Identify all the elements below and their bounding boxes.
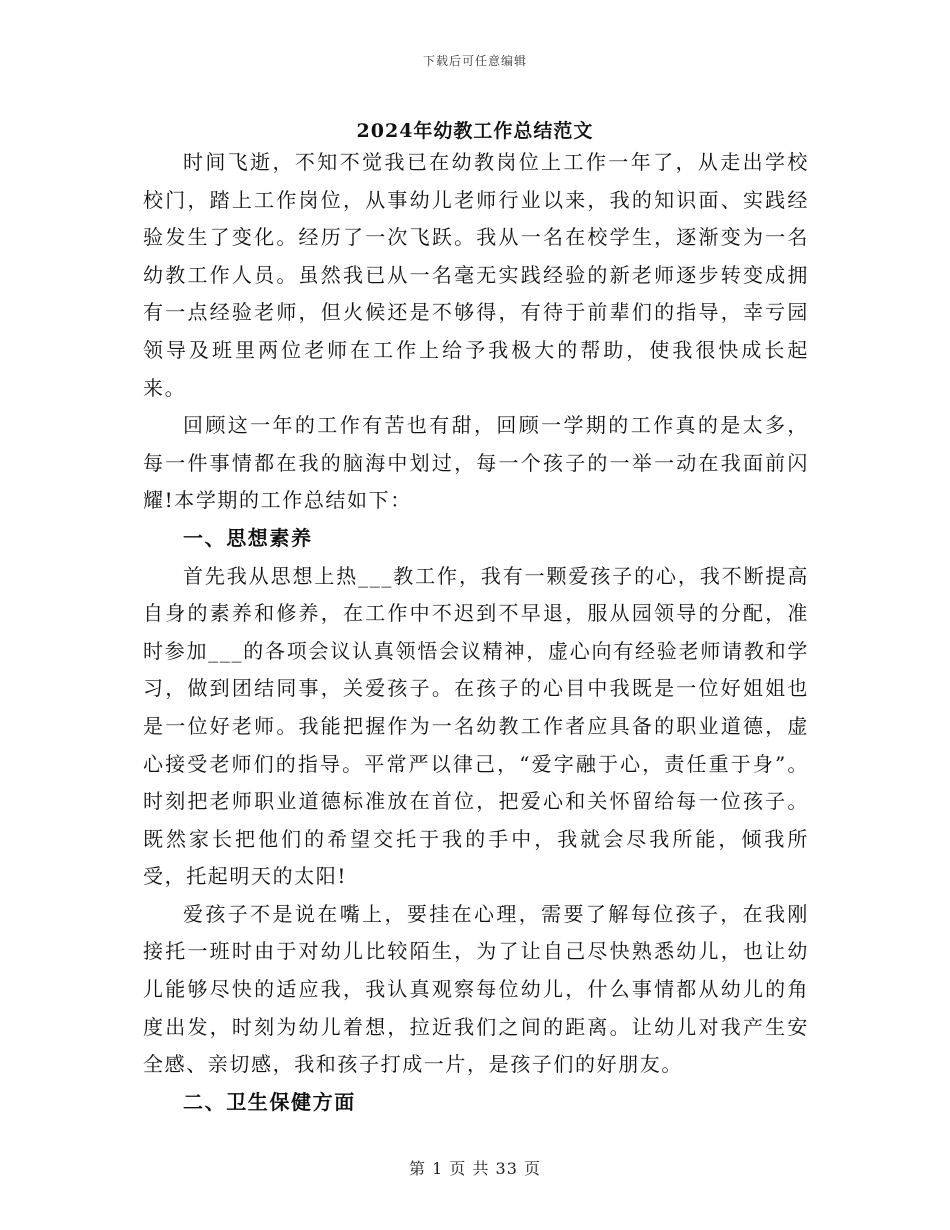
section-heading-hygiene: 二、卫生保健方面 xyxy=(183,1089,356,1114)
paragraph-review: 回顾这一年的工作有苦也有甜，回顾一学期的工作真的是太多，每一件事情都在我的脑海中划过，每一个孩子的一举一动在我面前闪耀!本学期的工作总结如下： xyxy=(143,413,809,513)
header-note: 下载后可任意编辑 xyxy=(422,54,527,68)
section-heading-ideology: 一、思想素养 xyxy=(183,525,313,550)
paragraph-intro: 时间飞逝，不知不觉我已在幼教岗位上工作一年了，从走出学校校门，踏上工作岗位，从事幼儿老师行业以来，我的知识面、实践经验发生了变化。经历了一次飞跃。我从一名在校学生，逐渐变为一名幼教工作人员。虽然我已从一名毫无实践经验的新老师逐步转变成拥有一点经验老师，但火候还是不够得，有待于前辈们的指导，幸亏园领导及班里两位老师在工作上给予我极大的帮助，使我很快成长起来。 xyxy=(143,150,809,400)
paragraph-ideology-2: 爱孩子不是说在嘴上，要挂在心理，需要了解每位孩子，在我刚接托一班时由于对幼儿比较陌生，为了让自己尽快熟悉幼儿，也让幼儿能够尽快的适应我，我认真观察每位幼儿，什么事情都从幼儿的角度出发，时刻为幼儿着想，拉近我们之间的距离。让幼儿对我产生安全感、亲切感，我和孩子打成一片，是孩子们的好朋友。 xyxy=(143,901,809,1077)
document-title: 2024年幼教工作总结范文 xyxy=(356,120,594,142)
document-body xyxy=(143,144,809,1121)
page-indicator: 第 1 页 共 33 页 xyxy=(409,1159,541,1178)
paragraph-ideology-1: 首先我从思想上热___教工作，我有一颗爱孩子的心，我不断提高自身的素养和修养，在工作中不迟到不早退，服从园领导的分配，准时参加___的各项会议认真领悟会议精神，虚心向有经验老师请教和学习，做到团结同事，关爱孩子。在孩子的心目中我既是一位好姐姐也是一位好老师。我能把握作为一名幼教工作者应具备的职业道德，虚心接受老师们的指导。平常严以律己，“爱字融于心，责任重于身”。时刻把老师职业道德标准放在首位，把爱心和关怀留给每一位孩子。既然家长把他们的希望交托于我的手中，我就会尽我所能，倾我所受，托起明天的太阳! xyxy=(143,563,809,889)
